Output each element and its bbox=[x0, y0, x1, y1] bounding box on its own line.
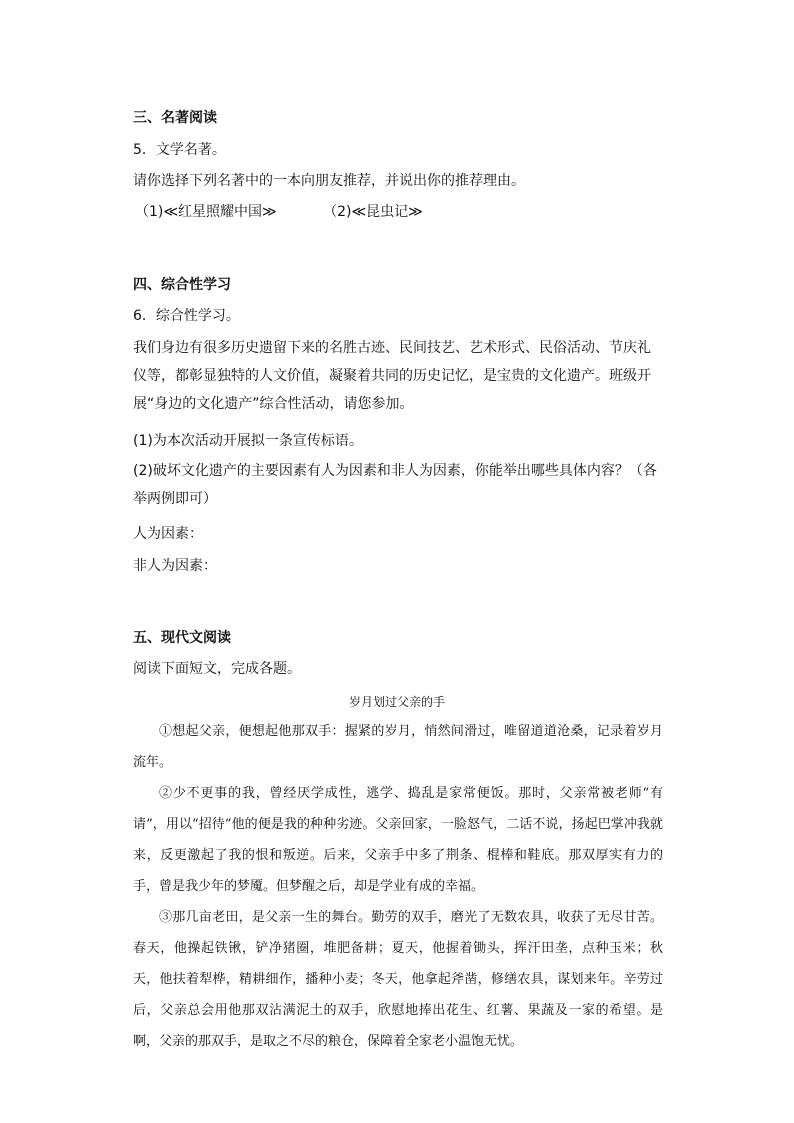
reading-instruction: 阅读下面短文，完成各题。 bbox=[133, 661, 301, 677]
section-heading-famous-works: 三、名著阅读 bbox=[133, 110, 217, 126]
book-options bbox=[135, 202, 423, 222]
article-paragraph-3: ③那几亩老田，是父亲一生的舞台。勤劳的双手，磨光了无数农具，收获了无尽甘苦。春天，他操起铁锹，铲净猪圈，堆肥备耕；夏天，他握着锄头，挥汗田垄，点种玉米；秋天，他扶着犁桦，精耕细作，播种小麦；冬天，他拿起斧凿，修缮农具，谋划来年。辛劳过后，父亲总会用他那双沾满泥土的双手，欣慰地捧出花生、红薯、果蔬及一家的希望。是啊，父亲的那双手，是取之不尽的粮仓，保障着全家老小温饱无忧。 bbox=[133, 910, 663, 1049]
question-6-intro: 我们身边有很多历史遗留下来的名胜古迹、民间技艺、艺术形式、民俗活动、节庆礼仪等，都彰显独特的人文价值，凝聚着共同的历史记忆，是宝贵的文化遗产。班级开展“身边的文化遗产”综合性活动，请您参加。 bbox=[133, 340, 651, 412]
question-6-sub-1: (1)为本次活动开展拟一条宣传标语。 bbox=[133, 433, 363, 449]
section-heading-comprehensive-learning: 四、综合性学习 bbox=[133, 277, 231, 293]
human-factor-label: 人为因素： bbox=[133, 526, 203, 542]
book-option-2: （2)≪昆虫记≫ bbox=[323, 204, 423, 220]
question-5-prompt: 请你选择下列名著中的一本向朋友推荐，并说出你的推荐理由。 bbox=[133, 173, 525, 189]
article-paragraph-1: ①想起父亲，便想起他那双手：握紧的岁月，悄然间滑过，唯留道道沧桑，记录着岁月流年。 bbox=[133, 724, 663, 770]
article-title: 岁月划过父亲的手 bbox=[348, 695, 445, 709]
nonhuman-factor-label: 非人为因素： bbox=[133, 558, 217, 574]
question-6-sub-2: (2)破坏文化遗产的主要因素有人为因素和非人为因素，你能举出哪些具体内容？（各举两例即可） bbox=[133, 463, 657, 507]
book-option-1: （1)≪红星照耀中国≫ bbox=[135, 204, 277, 220]
article-paragraph-2: ②少不更事的我，曾经厌学成性，逃学、捣乱是家常便饭。那时，父亲常被老师“有请”，用以“招待”他的便是我的种种劣迹。父亲回家，一脸怒气，二话不说，扬起巴掌冲我就来，反更激起了我的恨和叛逆。后来，父亲手中多了荆条、棍棒和鞋底。那双厚实有力的手，曾是我少年的梦魇。但梦醒之后，却是学业有成的幸福。 bbox=[133, 786, 663, 894]
section-heading-modern-reading: 五、现代文阅读 bbox=[133, 630, 231, 646]
question-6-title: 6．综合性学习。 bbox=[133, 308, 240, 324]
question-5-title: 5．文学名著。 bbox=[133, 142, 226, 158]
